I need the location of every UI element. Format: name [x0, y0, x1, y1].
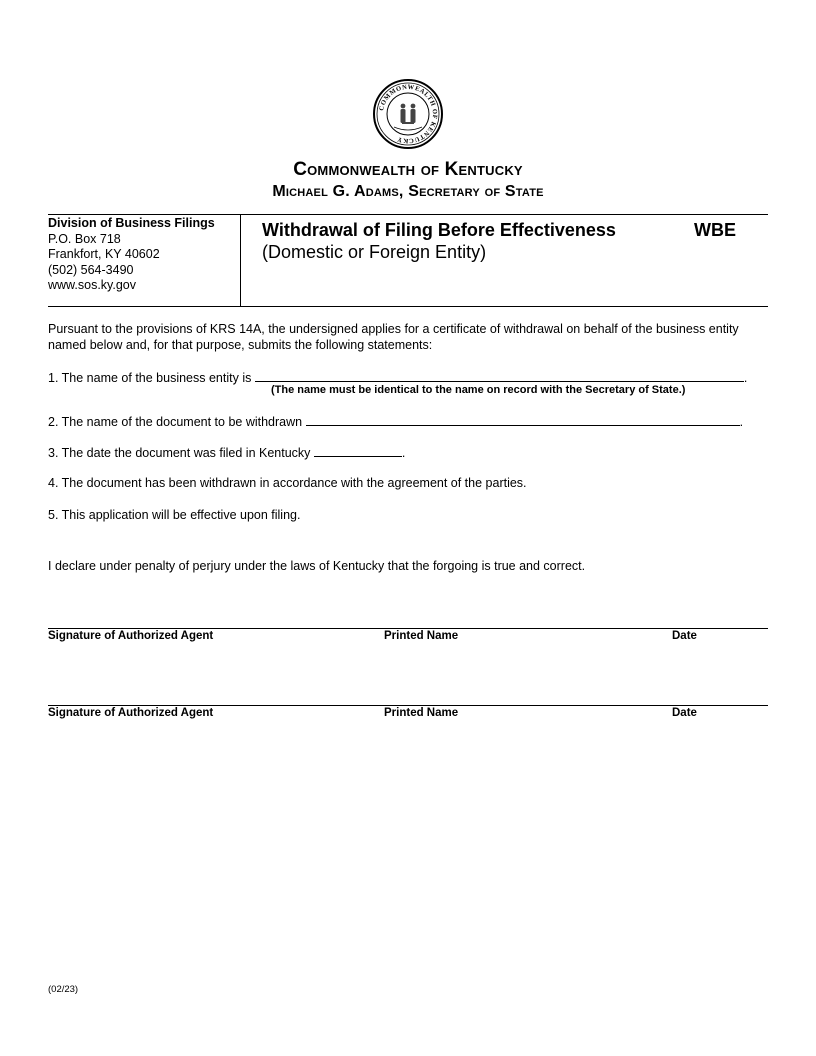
division-address2: Frankfort, KY 40602: [48, 247, 160, 261]
document-name-field[interactable]: [306, 414, 740, 426]
item-2-label: 2. The name of the document to be withdrawn: [48, 415, 303, 429]
item-1-label: 1. The name of the business entity is: [48, 371, 252, 385]
declaration: I declare under penalty of perjury under the laws of Kentucky that the forgoing is true and correct.: [48, 559, 586, 573]
date-label-2: Date: [672, 707, 697, 719]
item-1-period: .: [743, 371, 748, 385]
division-website: www.sos.ky.gov: [48, 278, 136, 292]
svg-text:COMMONWEALTH OF KENTUCKY: COMMONWEALTH OF KENTUCKY: [378, 83, 439, 145]
header-title: Commonwealth of Kentucky: [293, 159, 523, 180]
signature-label-1: Signature of Authorized Agent: [48, 630, 214, 642]
item-document-name: [48, 414, 743, 429]
item-withdrawn-agreement: 4. The document has been withdrawn in accordance with the agreement of the parties.: [48, 476, 527, 490]
header-divider: [240, 215, 241, 307]
signature-line-1[interactable]: [48, 628, 768, 629]
form-title: Withdrawal of Filing Before Effectiveness: [262, 220, 616, 240]
form-code: WBE: [694, 220, 736, 240]
item-2-period: .: [739, 415, 744, 429]
item-effective: 5. This application will be effective upon filing.: [48, 508, 301, 522]
header-subtitle: Michael G. Adams, Secretary of State: [272, 183, 544, 200]
signature-line-2[interactable]: [48, 705, 768, 706]
form-subtitle: (Domestic or Foreign Entity): [262, 242, 487, 262]
revision-date: (02/23): [48, 984, 79, 995]
division-address1: P.O. Box 718: [48, 231, 121, 246]
item-3-period: .: [401, 446, 406, 460]
header-bottom-rule: [48, 306, 768, 307]
state-seal-icon: [372, 78, 444, 150]
division-phone: (502) 564-3490: [48, 262, 134, 277]
item-entity-name: [48, 370, 747, 385]
filed-date-field[interactable]: [314, 445, 402, 457]
entity-name-note: (The name must be identical to the name on record with the Secretary of State.): [271, 384, 686, 396]
division-info: [48, 216, 238, 294]
item-3-label: 3. The date the document was filed in Kentucky: [48, 446, 311, 460]
printed-name-label-1: Printed Name: [384, 630, 459, 642]
division-name: Division of Business Filings: [48, 216, 215, 230]
printed-name-label-2: Printed Name: [384, 707, 459, 719]
entity-name-field[interactable]: [255, 370, 744, 382]
date-label-1: Date: [672, 630, 697, 642]
intro-paragraph: Pursuant to the provisions of KRS 14A, the undersigned applies for a certificate of withdrawal on behalf of the business entity named below and, for that purpose, submits the following statements:: [48, 322, 739, 352]
item-filed-date: [48, 445, 405, 460]
header-top-rule: [48, 214, 768, 215]
signature-label-2: Signature of Authorized Agent: [48, 707, 214, 719]
